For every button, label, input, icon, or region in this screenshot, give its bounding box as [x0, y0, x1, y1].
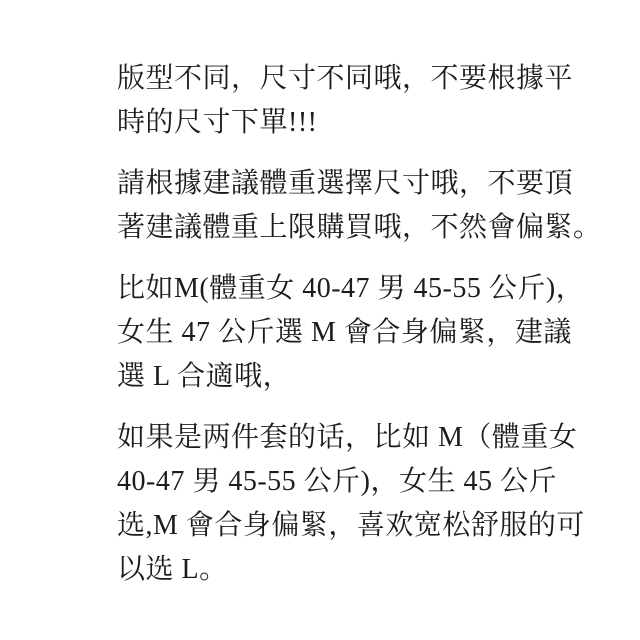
- paragraph-two-piece-example: [117, 416, 600, 592]
- text-line: 40-47 男 45-55 公斤)，女生 45 公斤: [117, 466, 557, 497]
- paragraph-size-warning: [117, 57, 600, 145]
- text-line: 選 L 合適哦，: [117, 361, 292, 392]
- paragraph-single-piece-example: [117, 267, 600, 399]
- text-line: 版型不同，尺寸不同哦，不要根據平: [117, 63, 574, 94]
- text-line: 時的尺寸下單!!!: [117, 107, 318, 138]
- paragraph-weight-advice: [117, 162, 600, 250]
- text-line: 著建議體重上限購買哦，不然會偏緊。: [117, 212, 602, 243]
- text-line: 如果是两件套的话，比如 M（體重女: [117, 422, 578, 453]
- text-line: 比如M(體重女 40-47 男 45-55 公斤)，: [117, 273, 585, 304]
- text-line: 請根據建議體重選擇尺寸哦，不要頂: [117, 168, 574, 199]
- text-line: 女生 47 公斤選 M 會合身偏緊，建議: [117, 317, 572, 348]
- text-line: 选,M 會合身偏緊，喜欢宽松舒服的可: [117, 510, 585, 541]
- text-line: 以选 L。: [117, 554, 228, 585]
